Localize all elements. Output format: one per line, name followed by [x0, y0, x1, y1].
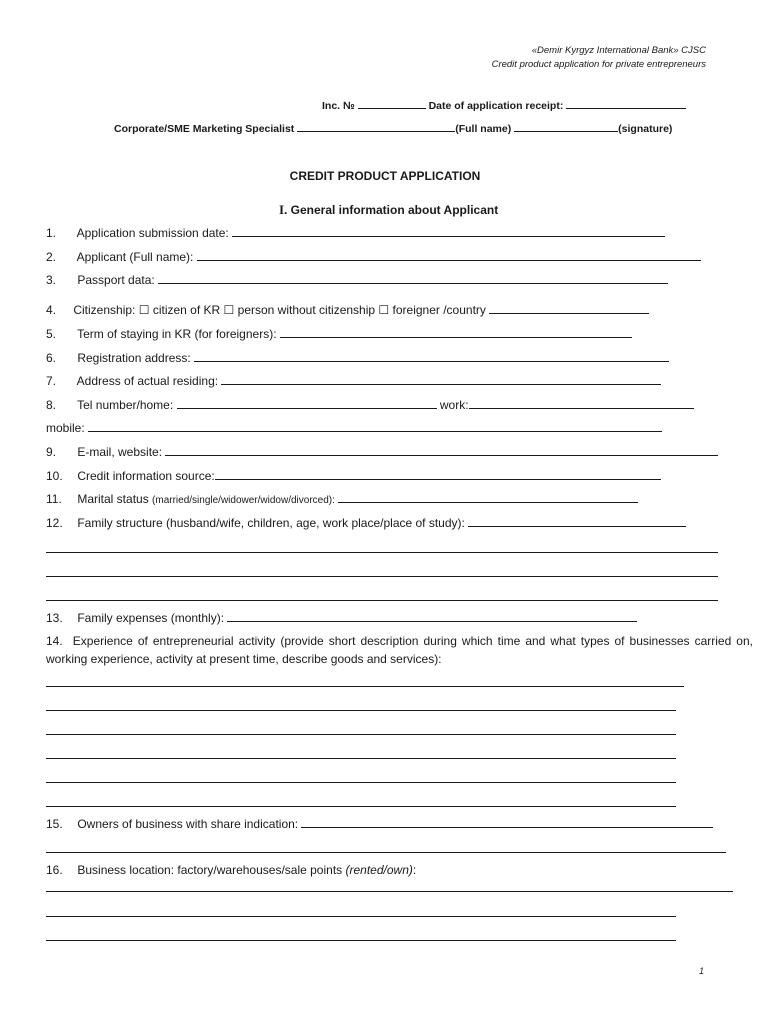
work-phone-label: work: — [439, 398, 469, 412]
email-website-input[interactable] — [165, 446, 718, 456]
field-number: 9. — [46, 445, 57, 459]
field-11 — [46, 492, 638, 506]
home-phone-input[interactable] — [177, 399, 437, 409]
field-10 — [46, 469, 661, 483]
business-location-line[interactable] — [46, 916, 676, 917]
ownership-hint: (rented/own) — [345, 863, 413, 877]
field-label: Experience of entrepreneurial activity (provide short description during which time and what types of businesses carried on, working experience, activity at present time, describe goods and services): — [46, 634, 753, 666]
field-label: E-mail, website: — [77, 445, 163, 459]
field-2 — [46, 250, 701, 264]
experience-line[interactable] — [46, 734, 676, 735]
field-14 — [46, 633, 753, 668]
field-8 — [46, 398, 694, 412]
field-number: 6. — [46, 351, 57, 365]
specialist-signature-field[interactable] — [514, 122, 618, 132]
field-9 — [46, 445, 718, 459]
option-label: citizen of KR — [152, 303, 221, 317]
field-label: Owners of business with share indication: — [77, 817, 299, 831]
field-label: Passport data: — [77, 273, 155, 287]
field-7 — [46, 374, 661, 388]
bank-name: «Demir Kyrgyz International Bank» CJSC — [531, 45, 706, 56]
business-location-line[interactable] — [46, 891, 733, 892]
field-5 — [46, 327, 632, 341]
family-structure-line[interactable] — [46, 552, 718, 553]
experience-line[interactable] — [46, 782, 676, 783]
field-6 — [46, 351, 669, 365]
field-label: Applicant (Full name): — [76, 250, 194, 264]
receipt-date-field[interactable] — [566, 99, 686, 109]
field-number: 14. — [46, 634, 63, 648]
mobile-label: mobile: — [46, 421, 85, 435]
mobile-phone-input[interactable] — [88, 422, 662, 432]
experience-line[interactable] — [46, 806, 676, 807]
field-label: Term of staying in KR (for foreigners): — [77, 327, 277, 341]
business-location-line[interactable] — [46, 940, 676, 941]
field-number: 2. — [46, 250, 57, 264]
field-label: Family structure (husband/wife, children, age, work place/place of study): — [77, 516, 465, 530]
section-numeral: I. — [279, 202, 288, 217]
field-number: 16. — [46, 863, 63, 877]
option-label: person without citizenship — [237, 303, 376, 317]
field-label: Business location: factory/warehouses/sale points — [77, 863, 343, 877]
field-1 — [46, 226, 665, 240]
family-structure-line[interactable] — [46, 600, 718, 601]
registration-address-input[interactable] — [194, 352, 669, 362]
field-12 — [46, 516, 686, 530]
field-number: 11. — [46, 492, 62, 506]
field-number: 15. — [46, 817, 63, 831]
marital-status-input[interactable] — [338, 493, 638, 503]
field-15 — [46, 817, 713, 831]
field-16 — [46, 863, 416, 877]
work-phone-input[interactable] — [469, 399, 694, 409]
full-name-label: (Full name) — [455, 123, 512, 135]
field-4 — [46, 303, 649, 317]
field-label: Address of actual residing: — [76, 374, 219, 388]
document-type: Credit product application for private entrepreneurs — [491, 59, 706, 70]
field-13 — [46, 611, 637, 625]
family-structure-line[interactable] — [46, 576, 718, 577]
field-number: 1. — [46, 226, 57, 240]
experience-line[interactable] — [46, 758, 676, 759]
family-structure-input[interactable] — [468, 517, 686, 527]
document-title: CREDIT PRODUCT APPLICATION — [289, 169, 481, 183]
stay-term-input[interactable] — [280, 328, 632, 338]
option-label: foreigner /country — [392, 303, 486, 317]
checkbox-no-citizenship[interactable]: ☐ — [223, 303, 235, 317]
field-8-mobile — [46, 421, 662, 435]
inc-number-label: Inc. № — [322, 100, 355, 112]
field-label: Registration address: — [77, 351, 191, 365]
field-number: 7. — [46, 374, 57, 388]
signature-label: (signature) — [618, 123, 673, 135]
field-number: 5. — [46, 327, 57, 341]
field-number: 13. — [46, 611, 63, 625]
field-label: Family expenses (monthly): — [77, 611, 225, 625]
family-expenses-input[interactable] — [227, 612, 637, 622]
field-number: 4. — [46, 303, 57, 317]
checkbox-citizen-kr[interactable]: ☐ — [138, 303, 150, 317]
field-label: Application submission date: — [76, 226, 229, 240]
actual-address-input[interactable] — [221, 375, 661, 385]
checkbox-foreigner[interactable]: ☐ — [378, 303, 390, 317]
field-number: 12. — [46, 516, 63, 530]
country-input[interactable] — [489, 304, 649, 314]
owners-input[interactable] — [301, 818, 713, 828]
field-label: Credit information source: — [77, 469, 215, 483]
field-label: Marital status — [77, 492, 149, 506]
inc-number-field[interactable] — [358, 99, 426, 109]
applicant-name-input[interactable] — [197, 251, 701, 261]
submission-date-input[interactable] — [232, 227, 665, 237]
specialist-line — [114, 122, 672, 135]
specialist-label: Corporate/SME Marketing Specialist — [114, 123, 295, 135]
owners-line[interactable] — [46, 852, 726, 853]
field-3 — [46, 273, 668, 287]
receipt-date-label: Date of application receipt: — [428, 100, 564, 112]
page-number: 1 — [698, 966, 704, 976]
field-number: 10. — [46, 469, 63, 483]
section-heading — [279, 202, 498, 218]
passport-data-input[interactable] — [158, 274, 668, 284]
field-number: 8. — [46, 398, 57, 412]
section-title: General information about Applicant — [290, 203, 499, 217]
credit-source-input[interactable] — [215, 470, 661, 480]
field-colon: : — [412, 863, 417, 877]
field-label: Tel number/home: — [77, 398, 174, 412]
field-number: 3. — [46, 273, 57, 287]
experience-line[interactable] — [46, 710, 676, 711]
receipt-line — [322, 99, 686, 112]
specialist-name-field[interactable] — [297, 122, 455, 132]
field-label: Citizenship: — [73, 303, 136, 317]
marital-hint: (married/single/widower/widow/divorced): — [152, 495, 335, 506]
experience-line[interactable] — [46, 686, 684, 687]
